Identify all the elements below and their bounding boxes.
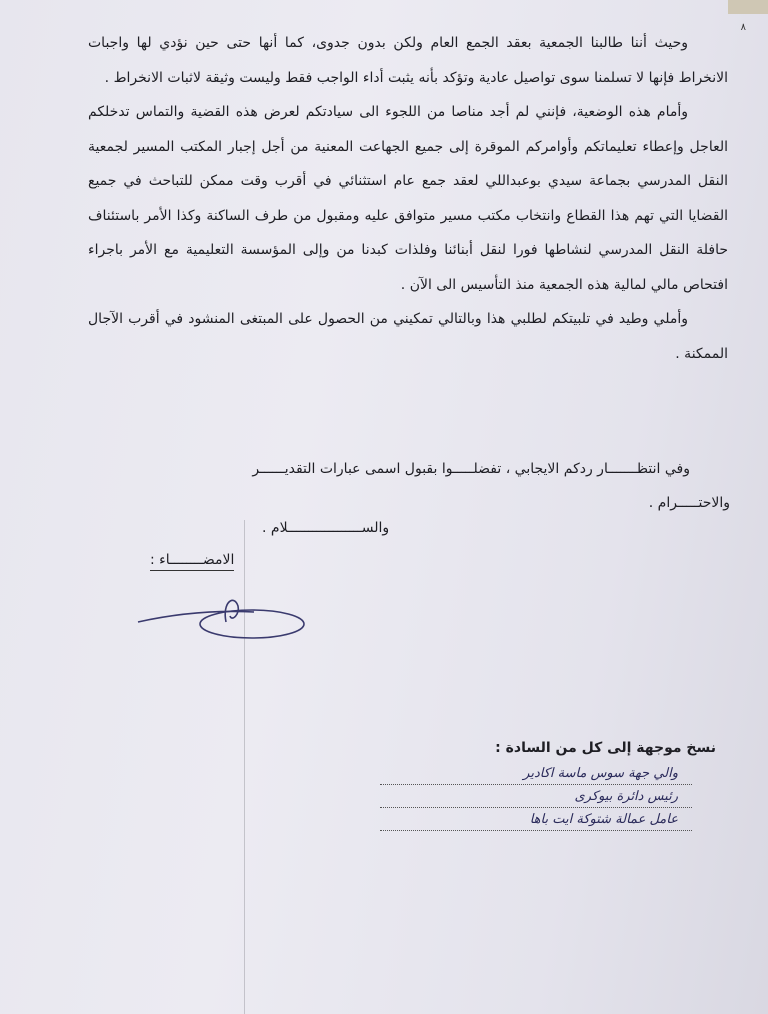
closing-block: [110, 452, 730, 520]
paragraph-2: وأمام هذه الوضعية، فإنني لم أجد مناصا من اللجوء الى سيادتكم لعرض هذه القضية والتماس تدخلكم العاجل وإعطاء تعليماتكم وأوامركم الموقرة إلى جميع الجهاعت المعنية من أجل إجبار المكتب المسير لجمعية النقل المدرسي بجماعة سيدي بوعبداللي لعقد جمع عام استثنائي في أقرب وقت ممكن للتباحث في جميع القضايا التي تهم هذا القطاع وانتخاب مكتب مسير متوافق عليه ومقبول من طرف الساكنة وكذا الأمر باستئناف حافلة النقل المدرسي لنشاطها فورا لنقل أبنائنا وفلذات كبدنا من وإلى المؤسسة التعليمية مع الأمر باجراء افتحاص مالي لمالية هذه الجمعية منذ التأسيس الى الآن .: [88, 104, 728, 293]
paragraph-1: وحيث أننا طالبنا الجمعية بعقد الجمع العام ولكن بدون جدوى، كما أنها حتى حين نؤدي لها واجبات الانخراط فإنها لا تسلمنا سوى تواصيل عادية وتؤكد بأنه يثبت أداء الواجب فقط وليست وثيقة لاثبات الانخراط .: [88, 35, 728, 86]
page-corner: [728, 0, 768, 14]
paragraph-3: وأملي وطيد في تلبيتكم لطلبي هذا وبالتالي تمكيني من الحصول على المبتغى المنشود في أقرب الآجال الممكنة .: [88, 311, 728, 362]
copy-recipient: عامل عمالة شتوكة ايت باها: [380, 810, 692, 831]
page-mark: ٨: [740, 22, 746, 33]
salam-text: والســــــــــــــــــلام .: [262, 520, 390, 536]
copies-list: [380, 764, 692, 833]
letter-body: [88, 26, 728, 371]
handwritten-signature: [134, 592, 310, 648]
copy-recipient: والي جهة سوس ماسة اكادير: [380, 764, 692, 785]
closing-line: وفي انتظـــــــار ردكم الايجابي ، تفضلـــــوا بقبول اسمى عبارات التقديــــــر: [252, 461, 690, 477]
copies-title: نسخ موجهة إلى كل من السادة :: [495, 740, 716, 756]
signature-label: الامضــــــــاء :: [150, 552, 234, 571]
copy-recipient: رئيس دائرة بيوكرى: [380, 787, 692, 808]
closing-line-2: والاحتـــــرام .: [648, 495, 730, 511]
